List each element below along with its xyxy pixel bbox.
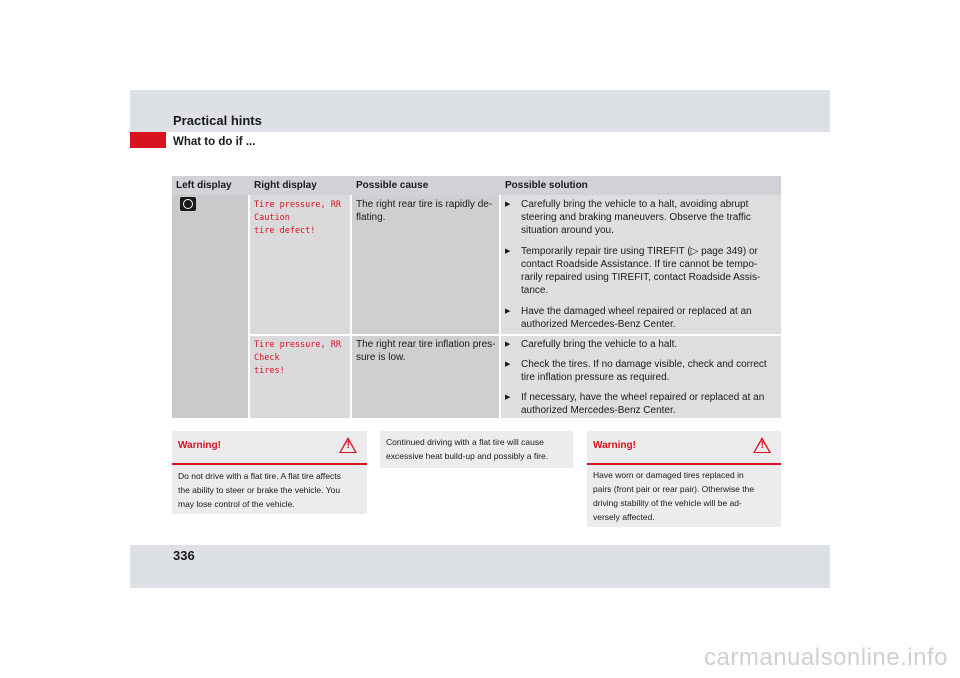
header-left-display: Left display bbox=[176, 180, 232, 191]
warning-body: Do not drive with a flat tire. A flat tire affects the ability to steer or brake the vehicle. You may lose control of the vehicle. bbox=[178, 471, 341, 509]
right-display-text: Tire pressure, RR Caution tire defect! bbox=[254, 200, 341, 236]
tire-pressure-warning-icon bbox=[180, 197, 196, 211]
solution-item: ▶ Carefully bring the vehicle to a halt, avoiding abrupt steering and braking maneuvers. Observe the traffic situation around you. bbox=[505, 198, 751, 237]
solution-item: ▶ Have the damaged wheel repaired or replaced at an authorized Mercedes-Benz Center. bbox=[505, 305, 752, 331]
warning-box-left: Warning! ! Do not drive with a flat tire. A flat tire affects the ability to steer or brake the vehicle. You may lose control of the vehicle. bbox=[172, 431, 367, 514]
solution-item: ▶ Carefully bring the vehicle to a halt. bbox=[505, 338, 677, 351]
warning-heading: Warning! bbox=[178, 440, 221, 451]
warning-divider bbox=[172, 463, 367, 465]
warning-box-right: Warning! ! Have worn or damaged tires replaced in pairs (front pair or rear pair). Otherwise the driving stability of the vehicle will be ad- versely affected. bbox=[587, 431, 781, 527]
right-display-text: Tire pressure, RR Check tires! bbox=[254, 340, 341, 376]
possible-cause-text: The right rear tire is rapidly de- flating. bbox=[356, 199, 493, 223]
watermark: carmanualsonline.info bbox=[704, 644, 948, 671]
warning-body: Have worn or damaged tires replaced in pairs (front pair or rear pair). Otherwise the driving stability of the vehicle will be ad- versely affected. bbox=[593, 470, 755, 522]
section-title: Practical hints bbox=[173, 113, 262, 128]
solution-item: ▶ Temporarily repair tire using TIREFIT (▷ page 349) or contact Roadside Assistance. If tire cannot be tempo- rarily repaired using TIREFIT, contact Roadside Assis- tance. bbox=[505, 245, 760, 297]
section-marker bbox=[130, 132, 166, 148]
header-possible-solution: Possible solution bbox=[505, 180, 588, 191]
header-right-display: Right display bbox=[254, 180, 317, 191]
solution-item: ▶ If necessary, have the wheel repaired or replaced at an authorized Mercedes-Benz Center. bbox=[505, 391, 764, 417]
page-number: 336 bbox=[173, 548, 195, 563]
note-body: Continued driving with a flat tire will cause excessive heat build-up and possibly a fire. bbox=[386, 437, 549, 461]
troubleshooting-table bbox=[172, 176, 781, 418]
possible-cause-text: The right rear tire inflation pres- sure is low. bbox=[356, 339, 496, 363]
subsection-title: What to do if ... bbox=[173, 136, 256, 148]
footer-band bbox=[130, 545, 830, 588]
note-box bbox=[380, 431, 573, 468]
table-header bbox=[172, 176, 781, 195]
solution-item: ▶ Check the tires. If no damage visible, check and correct tire inflation pressure as required. bbox=[505, 358, 767, 384]
header-possible-cause: Possible cause bbox=[356, 180, 429, 191]
warning-heading: Warning! bbox=[593, 440, 636, 451]
warning-divider bbox=[587, 463, 781, 465]
